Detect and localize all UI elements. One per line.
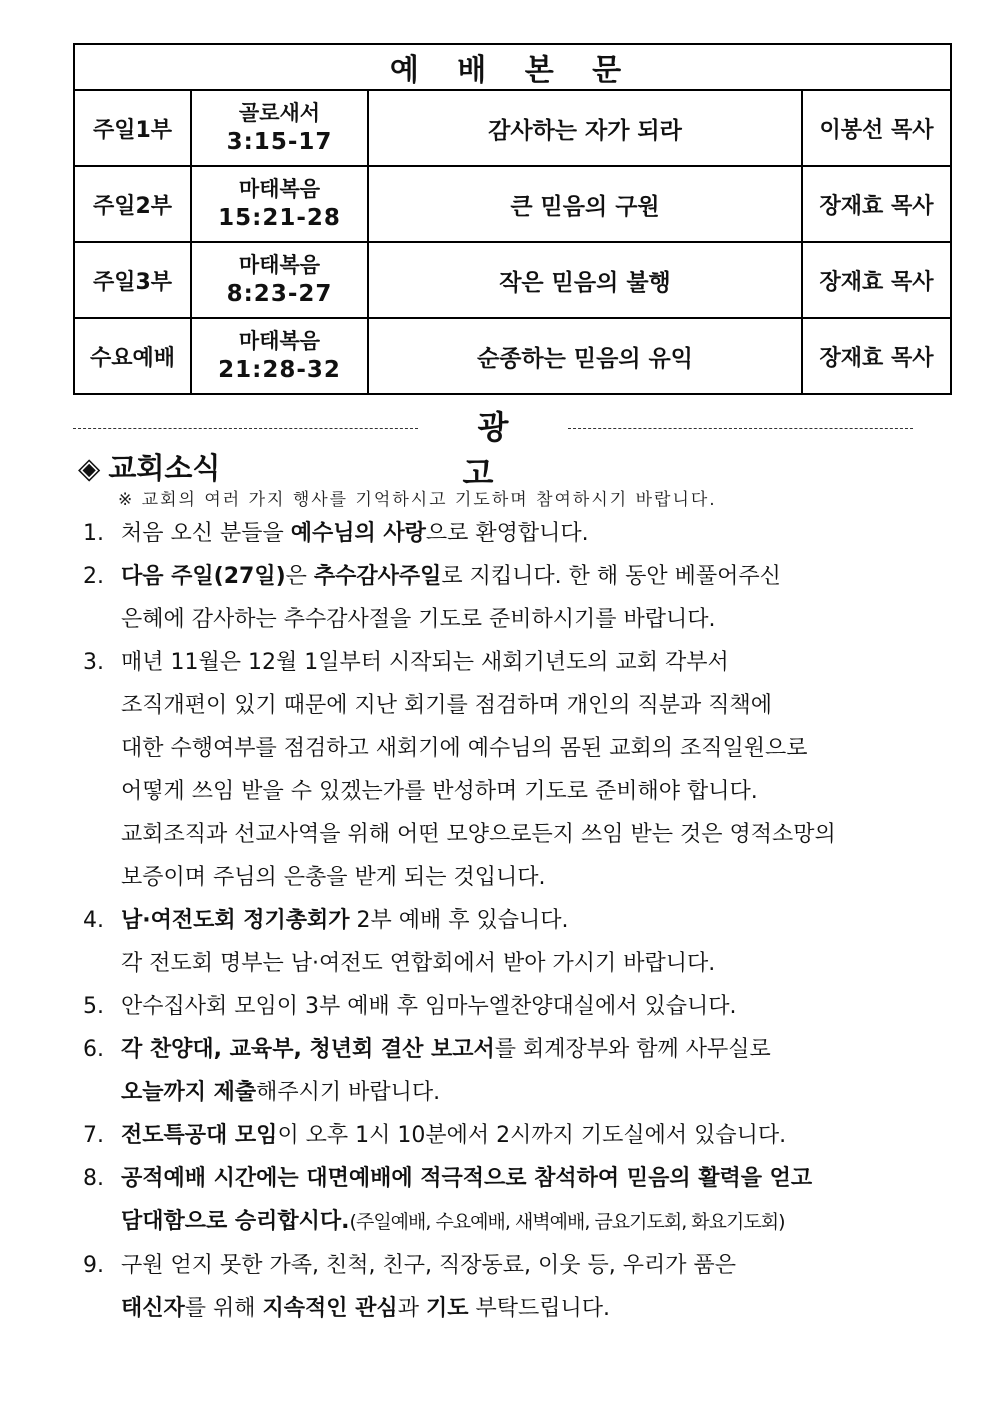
section-title [78,446,220,486]
scripture-verse: 3:15-17 [226,129,333,155]
announcement-line [83,598,963,641]
body-text: 교회조직과 선교사역을 위해 어떤 모양으로든지 쓰임 받는 것은 영적소망의 [121,822,836,847]
preacher-name: 장재효 목사 [802,318,951,394]
preacher-name: 장재효 목사 [802,166,951,242]
service-name: 주일2부 [74,166,191,242]
emphasis-text: 지속적인 관심 [262,1296,398,1321]
announcement-item [83,899,963,985]
scripture-book: 마태복음 [238,177,321,201]
sermon-title: 순종하는 믿음의 유익 [368,318,802,394]
body-text: 부탁드립니다. [468,1296,610,1321]
announcement-item [83,1114,963,1157]
scripture-verse: 15:21-28 [218,205,341,231]
announcement-item [83,1157,963,1244]
emphasis-text: 예수님의 사랑 [290,521,426,546]
item-number: 4. [83,908,104,933]
announcement-line [83,512,963,555]
diamond-icon: ◈ [78,451,101,485]
body-text: 어떻게 쓰임 받을 수 있겠는가를 반성하며 기도로 준비해야 합니다. [121,779,758,804]
emphasis-text: 전도특공대 모임 [121,1123,278,1148]
announcement-line [83,1114,963,1157]
item-number: 2. [83,564,104,589]
body-text: (주일예배, 수요예배, 새벽예배, 금요기도회, 화요기도회) [349,1211,785,1233]
scripture-book: 마태복음 [238,329,321,353]
service-name: 주일1부 [74,90,191,166]
body-text: 를 회계장부와 함께 사무실로 [494,1037,771,1062]
body-text: 로 지킵니다. 한 해 동안 베풀어주신 [441,564,781,589]
scripture-reference [191,242,368,318]
body-text: 구원 얻지 못한 가족, 친척, 친구, 직장동료, 이웃 등, 우리가 품은 [121,1253,736,1278]
emphasis-text: 추수감사주일 [313,564,442,589]
body-text: 안수집사회 모임이 3부 예배 후 임마누엘찬양대실에서 있습니다. [121,994,737,1019]
body-text: 를 위해 [184,1296,263,1321]
body-text: 대한 수행여부를 점검하고 새회기에 예수님의 몸된 교회의 조직일원으로 [121,736,808,761]
announcement-line [83,727,963,770]
announcement-line [83,985,963,1028]
announcement-line [83,1200,963,1244]
emphasis-text: 담대함으로 승리합시다. [121,1209,350,1234]
announcement-line [83,1244,963,1287]
emphasis-text: 오늘까지 제출 [121,1080,257,1105]
sermon-title: 큰 믿음의 구원 [368,166,802,242]
scripture-book: 마태복음 [238,253,321,277]
sermon-title: 작은 믿음의 불행 [368,242,802,318]
emphasis-text: 기도 [425,1296,469,1321]
announcement-item [83,1028,963,1114]
preacher-name: 이봉선 목사 [802,90,951,166]
body-text: 은 [285,564,314,589]
worship-heading: 예 배 본 문 [74,44,951,90]
scripture-verse: 21:28-32 [218,357,341,383]
body-text: 과 [397,1296,426,1321]
announcement-item [83,641,963,899]
worship-rows [74,90,951,394]
announcement-line [83,942,963,985]
worship-row [74,242,951,318]
item-number: 5. [83,994,104,1019]
body-text: 매년 11월은 12월 1일부터 시작되는 새회기년도의 교회 각부서 [121,650,729,675]
body-text: 처음 오신 분들을 [121,521,291,546]
ads-heading: 광 고 [462,408,539,492]
emphasis-text: 남·여전도회 정기총회가 [121,908,350,933]
scripture-reference [191,318,368,394]
scripture-book: 골로새서 [238,101,321,125]
item-number: 8. [83,1166,104,1191]
scripture-verse: 8:23-27 [226,281,333,307]
scripture-reference [191,166,368,242]
emphasis-text: 태신자 [121,1296,185,1321]
body-text: 조직개편이 있기 때문에 지난 회기를 점검하며 개인의 직분과 직책에 [121,693,773,718]
announcement-line [83,856,963,899]
sermon-title: 감사하는 자가 되라 [368,90,802,166]
announcement-item [83,985,963,1028]
announcement-line [83,1287,963,1330]
dashed-divider-right [568,428,913,429]
service-name: 주일3부 [74,242,191,318]
scripture-reference [191,90,368,166]
announcement-item [83,512,963,555]
service-name: 수요예배 [74,318,191,394]
announcement-line [83,813,963,856]
item-number: 6. [83,1037,104,1062]
emphasis-text: 각 찬양대, 교육부, 청년회 결산 보고서 [121,1037,495,1062]
dashed-divider-left [73,428,418,429]
worship-table [73,43,952,395]
body-text: 해주시기 바랍니다. [256,1080,441,1105]
announcement-item [83,1244,963,1330]
announcement-line [83,899,963,942]
announcement-line [83,684,963,727]
emphasis-text: 다음 주일(27일) [121,564,286,589]
announcement-line [83,770,963,813]
item-number: 1. [83,521,104,546]
body-text: 은혜에 감사하는 추수감사절을 기도로 준비하시기를 바랍니다. [121,607,716,632]
worship-row [74,166,951,242]
body-text: 으로 환영합니다. [425,521,589,546]
body-text: 보증이며 주님의 은총을 받게 되는 것입니다. [121,865,546,890]
announcement-line [83,1071,963,1114]
body-text: 이 오후 1시 10분에서 2시까지 기도실에서 있습니다. [277,1123,787,1148]
item-number: 7. [83,1123,104,1148]
item-number: 9. [83,1253,104,1278]
announcement-line [83,1157,963,1200]
announcement-item [83,555,963,641]
emphasis-text: 공적예배 시간에는 대면예배에 적극적으로 참석하여 믿음의 활력을 얻고 [121,1166,813,1191]
worship-row [74,90,951,166]
notice-text: ※ 교회의 여러 가지 행사를 기억하시고 기도하며 참여하시기 바랍니다. [118,490,717,510]
worship-row [74,318,951,394]
body-text: 2부 예배 후 있습니다. [349,908,569,933]
section-title-text: 교회소식 [108,451,221,485]
announcement-line [83,1028,963,1071]
body-text: 각 전도회 명부는 남·여전도 연합회에서 받아 가시기 바랍니다. [121,951,716,976]
announcement-line [83,555,963,598]
announcement-list [83,512,963,1330]
item-number: 3. [83,650,104,675]
announcement-line [83,641,963,684]
preacher-name: 장재효 목사 [802,242,951,318]
